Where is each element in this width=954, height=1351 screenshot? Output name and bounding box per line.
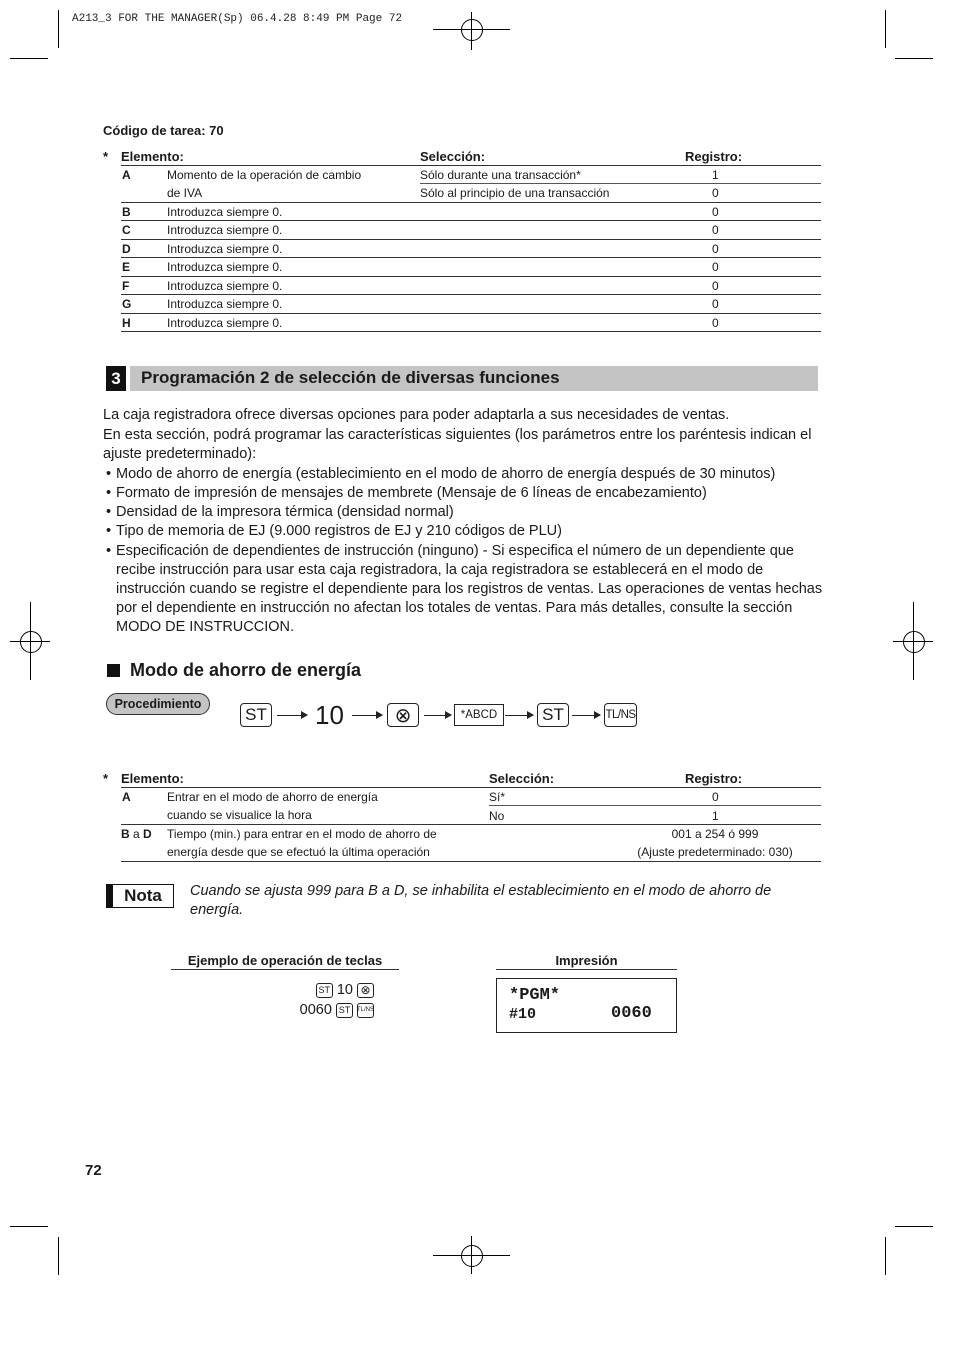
example-line-1 [290, 982, 374, 998]
receipt-box [496, 978, 677, 1033]
nota-label: Nota [112, 884, 174, 908]
arrow-right-icon [505, 715, 533, 716]
row-register: 0 [712, 790, 719, 804]
procedure-number: 10 [315, 700, 344, 730]
row-letter: B a D [121, 827, 152, 841]
row-desc: energía desde que se efectuó la última operación [167, 845, 430, 859]
col-seleccion: Selección: [489, 771, 555, 786]
row-register: 0 [712, 205, 719, 219]
row-desc: de IVA [167, 186, 203, 200]
bullet-dot: • [106, 466, 112, 482]
intro-p2b: ajuste predeterminado): [103, 446, 257, 462]
row-desc: Introduzca siempre 0. [167, 297, 283, 311]
tlns-key-icon: TL/NS [357, 1003, 374, 1018]
example-number: 10 [336, 982, 353, 998]
row-register: 0 [712, 260, 719, 274]
section-title: Programación 2 de selección de diversas funciones [141, 368, 560, 387]
table-star: * [103, 771, 109, 786]
row-register: 0 [712, 297, 719, 311]
row-selection: Sí* [489, 790, 506, 804]
row-desc: Introduzca siempre 0. [167, 279, 283, 293]
row-desc: Introduzca siempre 0. [167, 223, 283, 237]
col-elemento: Elemento: [121, 149, 184, 164]
bullet-dot: • [106, 523, 112, 539]
st-key-icon: ST [336, 1003, 353, 1018]
row-letter: D [122, 242, 131, 256]
st-key-icon: ST [316, 983, 333, 998]
subsection-title: Modo de ahorro de energía [130, 660, 362, 680]
example-title: Ejemplo de operación de teclas [187, 953, 383, 968]
multiply-key-icon: ⊗ [357, 983, 374, 998]
bullet-dot: • [106, 543, 112, 559]
section-number: 3 [106, 366, 126, 391]
intro-p2a: En esta sección, podrá programar las características siguientes (los parámetros entre los paréntesis indican el [103, 427, 812, 443]
row-register: 001 a 254 ó 999 [671, 827, 759, 841]
arrow-right-icon [352, 715, 382, 716]
tlns-key-icon: TL/NS [604, 703, 637, 727]
row-desc: cuando se visualice la hora [167, 808, 312, 822]
table-star: * [103, 149, 109, 164]
row-desc: Introduzca siempre 0. [167, 205, 283, 219]
row-register: 1 [712, 809, 719, 823]
arrow-right-icon [572, 715, 600, 716]
st-key-icon: ST [240, 703, 272, 727]
bullet-item: Especificación de dependientes de instrucción (ninguno) - Si especifica el número de un dependiente que [116, 543, 794, 559]
bullet-item: Tipo de memoria de EJ (9.000 registros de EJ y 210 códigos de PLU) [116, 523, 562, 539]
row-desc: Introduzca siempre 0. [167, 260, 283, 274]
row-selection: Sólo durante una transacción* [420, 168, 581, 182]
row-letter: G [122, 297, 132, 311]
row-desc: Momento de la operación de cambio [167, 168, 362, 182]
arrow-right-icon [424, 715, 451, 716]
bullet-item: Densidad de la impresora térmica (densidad normal) [116, 504, 454, 520]
abcd-box: *ABCD [454, 704, 504, 726]
receipt-line-2-right: 0060 [611, 1004, 652, 1023]
row-register: (Ajuste predeterminado: 030) [637, 845, 793, 859]
row-register: 0 [712, 223, 719, 237]
multiply-key-icon: ⊗ [387, 703, 419, 727]
bullet-item: Modo de ahorro de energía (establecimiento en el modo de ahorro de energía después de 30 minutos) [116, 466, 776, 482]
bullet-dot: • [106, 504, 112, 520]
col-registro: Registro: [685, 771, 743, 786]
col-registro: Registro: [685, 149, 743, 164]
task-code: Código de tarea: 70 [103, 123, 224, 138]
row-register: 0 [712, 316, 719, 330]
example-number: 0060 [299, 1002, 332, 1018]
row-letter: A [122, 790, 131, 804]
square-bullet-icon [107, 664, 120, 677]
page-number: 72 [85, 1162, 102, 1179]
row-letter: C [122, 223, 131, 237]
print-header: A213_3 FOR THE MANAGER(Sp) 06.4.28 8:49 PM Page 72 [72, 13, 403, 25]
row-letter: E [122, 260, 131, 274]
bullet-item-cont: instrucción cuando se registre el dependiente para los registros de ventas. Las operaciones de ventas hechas [116, 581, 823, 597]
nota-text: energía. [190, 902, 244, 918]
intro-p1: La caja registradora ofrece diversas opciones para poder adaptarla a sus necesidades de ventas. [103, 407, 730, 423]
bullet-dot: • [106, 485, 112, 501]
receipt-line-2-left: #10 [509, 1006, 537, 1023]
nota-text: Cuando se ajusta 999 para B a D, se inhabilita el establecimiento en el modo de ahorro de [190, 883, 772, 899]
impresion-title: Impresión [555, 953, 618, 968]
bullet-item-cont: por el dependiente en instrucción no afectan los totales de ventas. Para más detalles, consulte la sección [116, 600, 793, 616]
col-elemento: Elemento: [121, 771, 184, 786]
row-selection: No [489, 809, 505, 823]
st-key-icon: ST [537, 703, 569, 727]
row-desc: Tiempo (min.) para entrar en el modo de ahorro de [167, 827, 437, 841]
receipt-line-1: *PGM* [509, 986, 561, 1005]
row-register: 0 [712, 279, 719, 293]
example-line-2 [270, 1002, 374, 1018]
row-desc: Entrar en el modo de ahorro de energía [167, 790, 378, 804]
row-letter: F [122, 279, 130, 293]
row-register: 1 [712, 168, 719, 182]
row-selection: Sólo al principio de una transacción [420, 186, 610, 200]
bullet-item-cont: MODO DE INSTRUCCION. [116, 619, 295, 635]
col-seleccion: Selección: [420, 149, 486, 164]
row-letter: A [122, 168, 131, 182]
row-desc: Introduzca siempre 0. [167, 316, 283, 330]
row-letter: H [122, 316, 131, 330]
arrow-right-icon [277, 715, 307, 716]
bullet-item: Formato de impresión de mensajes de membrete (Mensaje de 6 líneas de encabezamiento) [116, 485, 707, 501]
row-register: 0 [712, 186, 719, 200]
row-letter: B [122, 205, 131, 219]
row-register: 0 [712, 242, 719, 256]
row-desc: Introduzca siempre 0. [167, 242, 283, 256]
procedure-label: Procedimiento [106, 693, 210, 715]
bullet-item-cont: recibe instrucción para usar esta caja registradora, la caja registradora se establecerá en el modo de [116, 562, 764, 578]
